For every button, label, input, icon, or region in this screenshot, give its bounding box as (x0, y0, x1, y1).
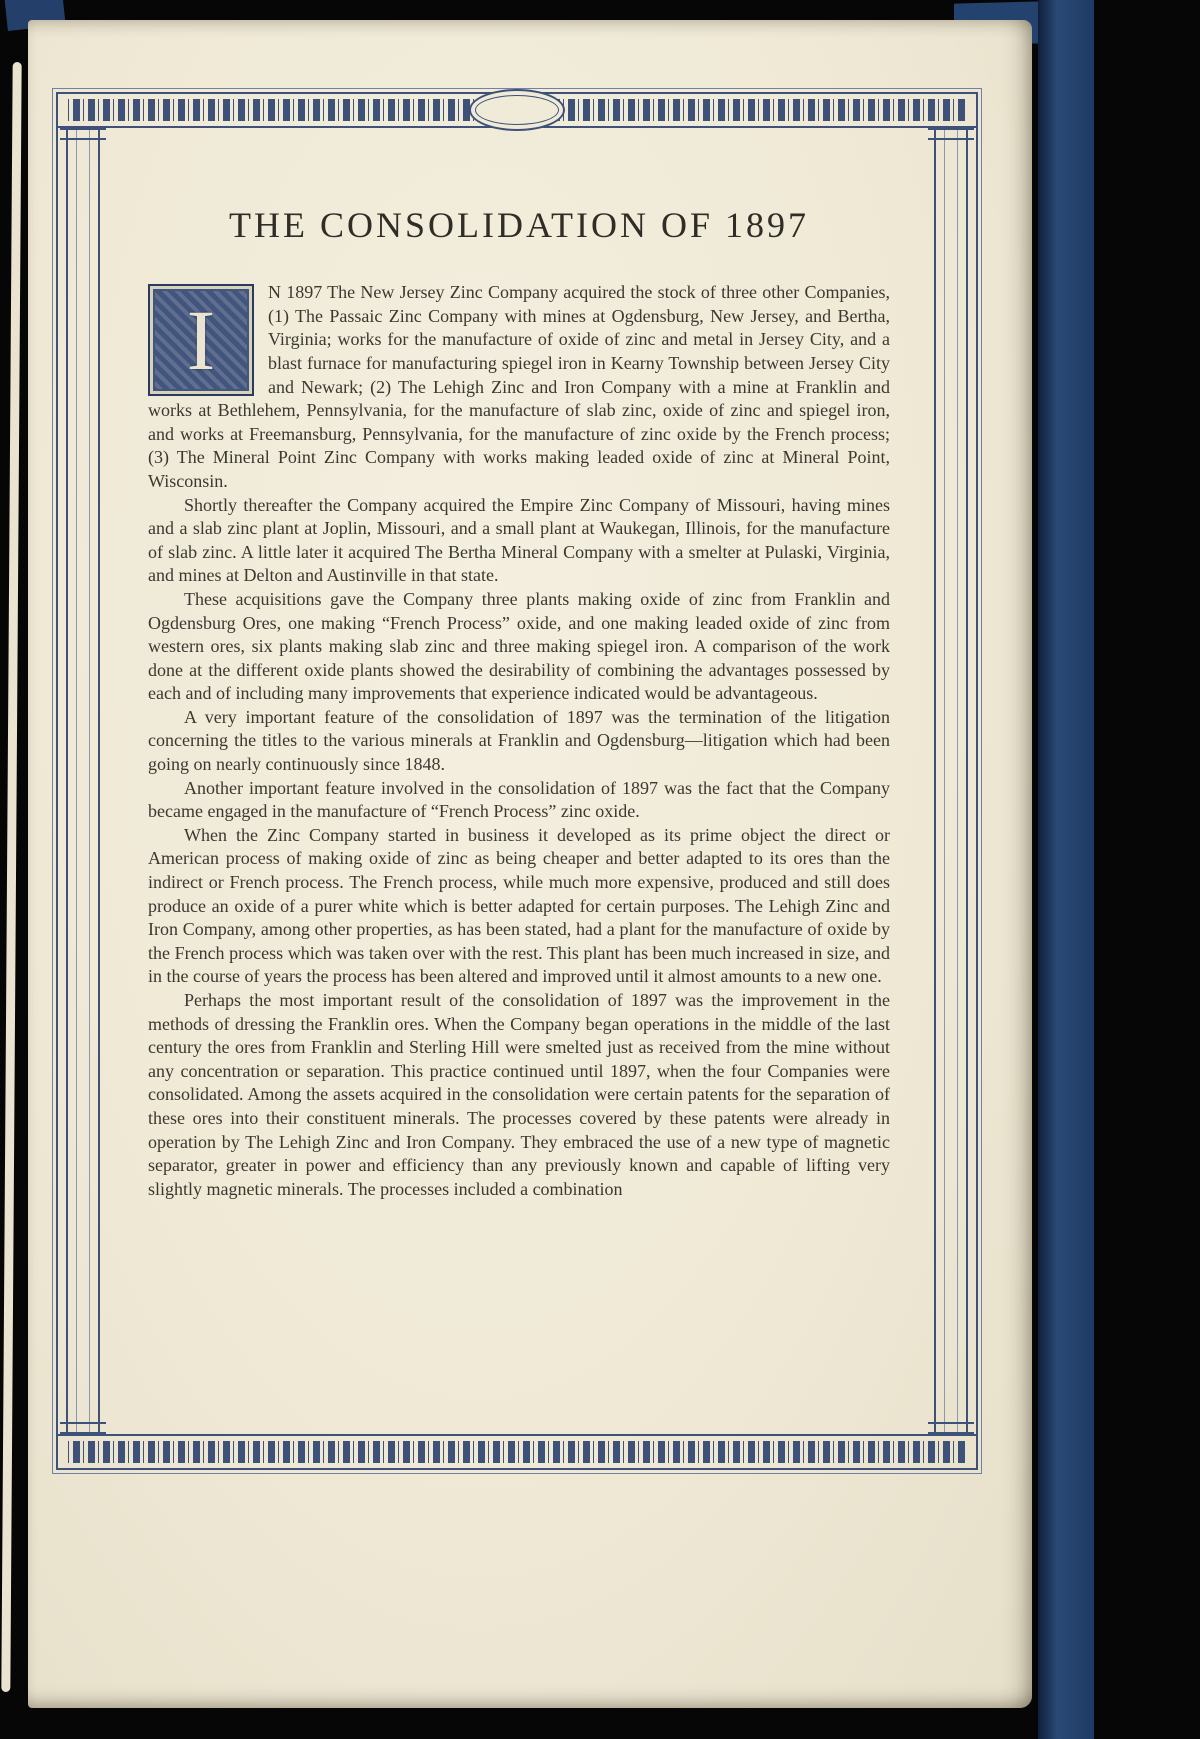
left-column-ornament (66, 130, 100, 1432)
right-column-ornament (934, 130, 968, 1432)
paragraph: These acquisitions gave the Company three plants making oxide of zinc from Franklin and Ogdensburg Ores, one making “French Process” oxide, and one making leaded oxide of zinc from western ores, six plants making slab zinc and three making spiegel iron. A comparison of the work done at the different oxide plants showed the desirability of combining the advantages possessed by each and of including many improvements that experience indicated would be advantageous. (148, 588, 890, 704)
book-page (28, 20, 1032, 1708)
body-text (148, 281, 890, 1201)
bottom-frieze-ornament (58, 1434, 976, 1468)
page-title: THE CONSOLIDATION OF 1897 (229, 205, 809, 245)
top-frieze-ornament (58, 94, 976, 128)
paragraph: A very important feature of the consolidation of 1897 was the termination of the litigation concerning the titles to the various minerals at Franklin and Ogdensburg—litigation which had been going on nearly continuously since 1848. (148, 706, 890, 775)
paragraph: Another important feature involved in the consolidation of 1897 was the fact that the Company became engaged in the manufacture of “French Process” zinc oxide. (148, 777, 890, 822)
paragraph: Shortly thereafter the Company acquired the Empire Zinc Company of Missouri, having mines and a slab zinc plant at Joplin, Missouri, and a small plant at Waukegan, Illinois, for the manufacture of slab zinc. A little later it acquired The Bertha Mineral Company with a smelter at Pulaski, Virginia, and mines at Delton and Austinville in that state. (148, 494, 890, 586)
paragraph: Perhaps the most important result of the consolidation of 1897 was the improvement in the methods of dressing the Franklin ores. When the Company began operations in the middle of the last century the ores from Franklin and Sterling Hill were smelted just as received from the mine without any concentration or separation. This practice continued until 1897, when the four Companies were consolidated. Among the assets acquired in the consolidation were certain patents for the separation of these ores into their constituent minerals. The processes covered by these patents were already in operation by The Lehigh Zinc and Iron Company. They embraced the use of a new type of magnetic separator, greater in power and efficiency than any previously known and capable of lifting very slightly magnetic minerals. The processes included a combination (148, 990, 890, 1199)
page-content (148, 130, 890, 1201)
book-cover-edge (1038, 0, 1094, 1739)
cartouche-ornament (469, 89, 565, 131)
facing-page-edge (1, 62, 21, 1692)
paragraph: When the Zinc Company started in business it developed as its prime object the direct or American process of making oxide of zinc as being cheaper and better adapted to its ores than the indirect or French process. The French process, while much more expensive, produced and still does produce an oxide of a purer white which is better adapted for certain purposes. The Lehigh Zinc and Iron Company, among other properties, as has been stated, had a plant for the manufacture of oxide by the French process which was taken over with the rest. This plant has been much increased in size, and in the course of years the process has been altered and improved until it almost amounts to a new one. (148, 824, 890, 987)
paragraph (148, 281, 890, 493)
paragraph-text: N 1897 The New Jersey Zinc Company acquired the stock of three other Companies, (1) The Passaic Zinc Company with mines at Ogdensburg, New Jersey, and Bertha, Virginia; works for the manufacture of oxide of zinc and metal in Jersey City, and a blast furnace for manufacturing spiegel iron in Kearny Township between Jersey City and Newark; (2) The Lehigh Zinc and Iron Company with a mine at Franklin and works at Bethlehem, Pennsylvania, for the manufacture of slab zinc, oxide of zinc and spiegel iron, and works at Freemansburg, Pennsylvania, for the manufacture of zinc oxide by the French process; (3) The Mineral Point Zinc Company with works making leaded oxide of zinc at Mineral Point, Wisconsin. (148, 282, 890, 491)
illuminated-initial: I (148, 284, 254, 396)
